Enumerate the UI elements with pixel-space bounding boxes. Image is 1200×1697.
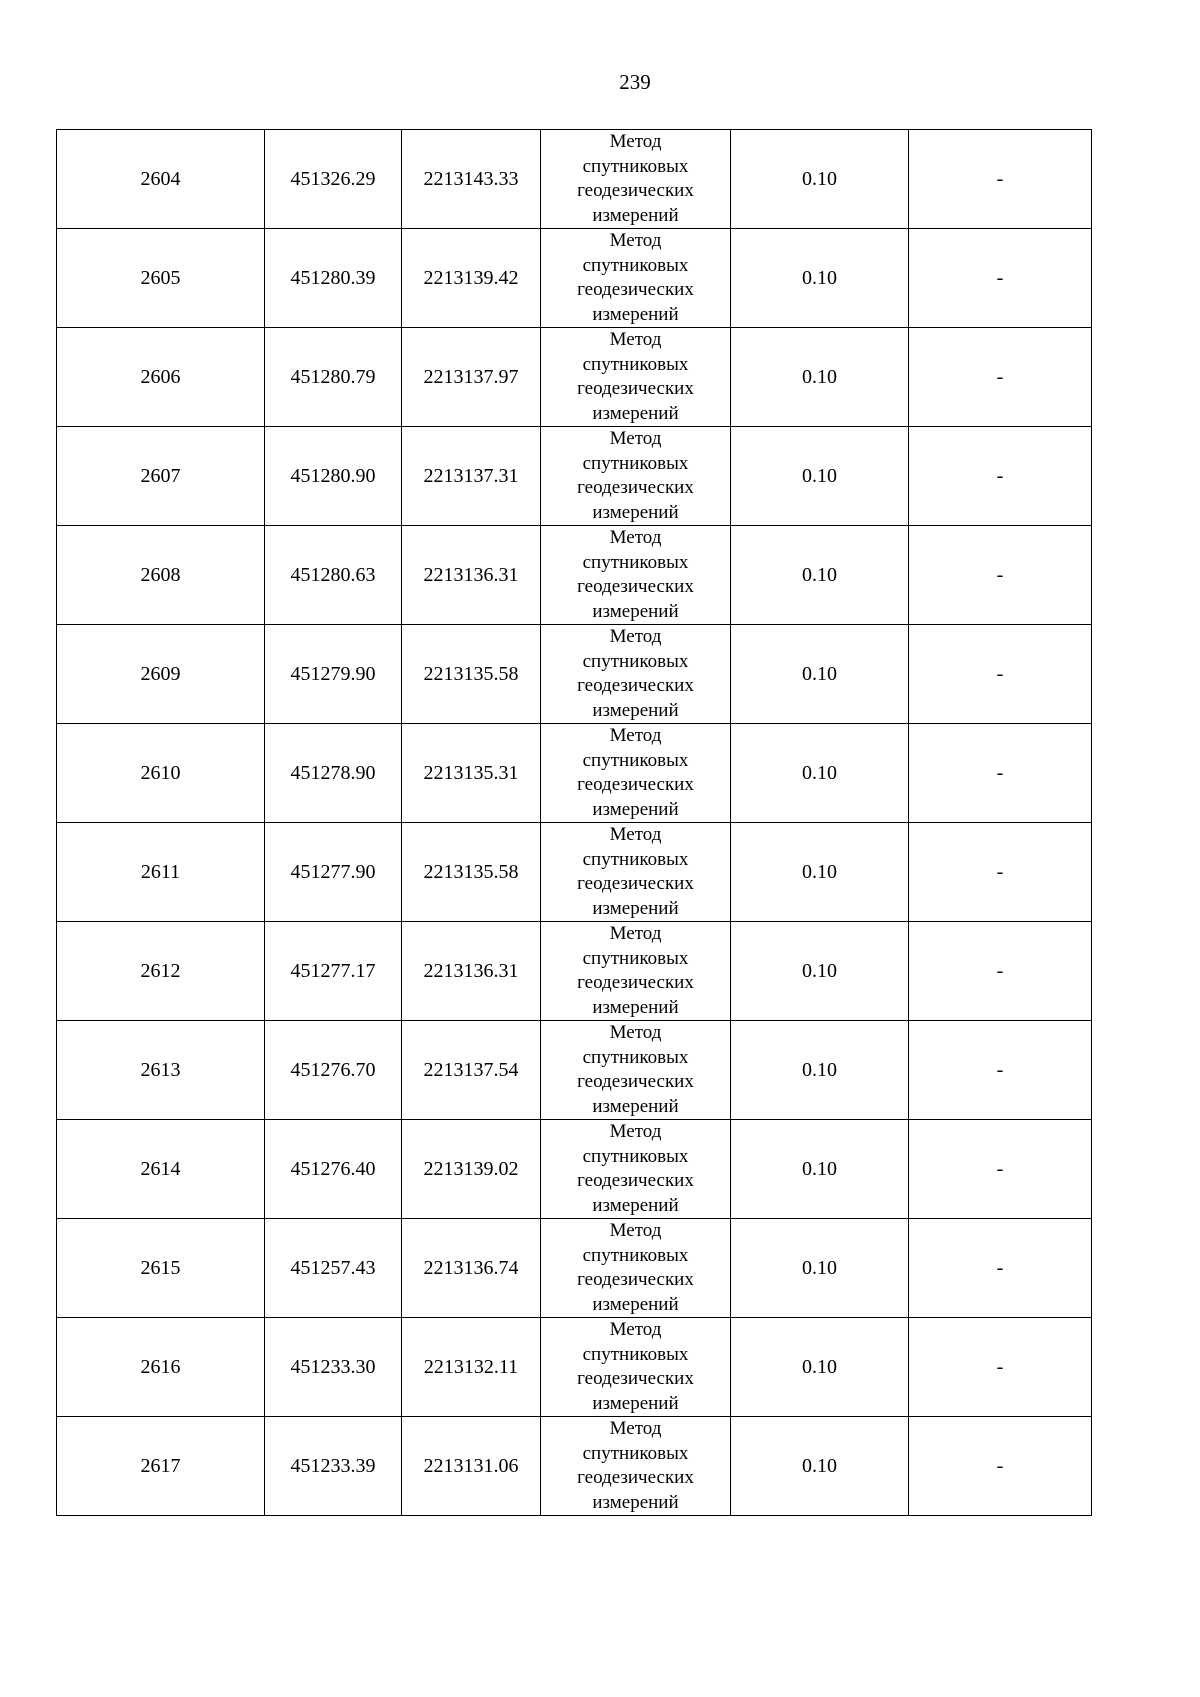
y-coordinate-cell: 2213135.31	[402, 724, 541, 823]
x-coordinate-cell: 451280.63	[265, 526, 402, 625]
accuracy-cell: 0.10	[731, 229, 909, 328]
method-line: Метод	[609, 230, 662, 251]
note-cell: -	[909, 724, 1092, 823]
y-coordinate-cell: 2213131.06	[402, 1417, 541, 1516]
table-row	[57, 1021, 1092, 1120]
method-line: спутниковых	[582, 947, 689, 969]
note-cell: -	[909, 823, 1092, 922]
table-row	[57, 823, 1092, 922]
method-line: Метод	[609, 923, 662, 944]
method-line: геодезических	[577, 972, 694, 993]
accuracy-cell: 0.10	[731, 823, 909, 922]
note-cell: -	[909, 1417, 1092, 1516]
method-cell	[541, 1318, 731, 1417]
x-coordinate-cell: 451278.90	[265, 724, 402, 823]
accuracy-cell: 0.10	[731, 526, 909, 625]
y-coordinate-cell: 2213135.58	[402, 625, 541, 724]
table-row	[57, 328, 1092, 427]
method-line: Метод	[609, 626, 662, 647]
accuracy-cell: 0.10	[731, 427, 909, 526]
y-coordinate-cell: 2213139.42	[402, 229, 541, 328]
method-line: Метод	[609, 824, 662, 845]
method-line: измерений	[592, 699, 679, 721]
table-row	[57, 724, 1092, 823]
table-row	[57, 427, 1092, 526]
method-line: Метод	[609, 131, 662, 152]
accuracy-cell: 0.10	[731, 625, 909, 724]
note-cell: -	[909, 427, 1092, 526]
method-cell	[541, 526, 731, 625]
point-number-cell: 2614	[57, 1120, 265, 1219]
method-line: Метод	[609, 428, 662, 449]
method-line: геодезических	[577, 873, 694, 894]
method-cell	[541, 427, 731, 526]
method-cell	[541, 1120, 731, 1219]
note-cell: -	[909, 922, 1092, 1021]
method-line: спутниковых	[582, 353, 689, 375]
y-coordinate-cell: 2213137.54	[402, 1021, 541, 1120]
table-row	[57, 526, 1092, 625]
x-coordinate-cell: 451233.30	[265, 1318, 402, 1417]
method-cell	[541, 625, 731, 724]
point-number-cell: 2608	[57, 526, 265, 625]
note-cell: -	[909, 130, 1092, 229]
y-coordinate-cell: 2213136.31	[402, 922, 541, 1021]
accuracy-cell: 0.10	[731, 1120, 909, 1219]
method-cell	[541, 130, 731, 229]
method-line: Метод	[609, 329, 662, 350]
method-line: измерений	[592, 303, 679, 325]
method-cell	[541, 724, 731, 823]
point-number-cell: 2604	[57, 130, 265, 229]
method-line: измерений	[592, 1491, 679, 1513]
method-cell	[541, 922, 731, 1021]
note-cell: -	[909, 328, 1092, 427]
point-number-cell: 2607	[57, 427, 265, 526]
y-coordinate-cell: 2213136.31	[402, 526, 541, 625]
table-row	[57, 1417, 1092, 1516]
point-number-cell: 2606	[57, 328, 265, 427]
method-line: спутниковых	[582, 749, 689, 771]
method-line: измерений	[592, 798, 679, 820]
accuracy-cell: 0.10	[731, 724, 909, 823]
x-coordinate-cell: 451279.90	[265, 625, 402, 724]
method-line: спутниковых	[582, 452, 689, 474]
method-line: спутниковых	[582, 551, 689, 573]
method-line: измерений	[592, 402, 679, 424]
method-line: спутниковых	[582, 254, 689, 276]
table-row	[57, 1318, 1092, 1417]
method-line: спутниковых	[582, 1244, 689, 1266]
method-line: геодезических	[577, 1467, 694, 1488]
method-line: геодезических	[577, 477, 694, 498]
y-coordinate-cell: 2213137.31	[402, 427, 541, 526]
method-line: геодезических	[577, 774, 694, 795]
method-cell	[541, 229, 731, 328]
x-coordinate-cell: 451276.40	[265, 1120, 402, 1219]
method-line: Метод	[609, 527, 662, 548]
note-cell: -	[909, 1021, 1092, 1120]
method-line: измерений	[592, 600, 679, 622]
table-row	[57, 130, 1092, 229]
method-line: геодезических	[577, 1368, 694, 1389]
x-coordinate-cell: 451280.79	[265, 328, 402, 427]
y-coordinate-cell: 2213143.33	[402, 130, 541, 229]
point-number-cell: 2613	[57, 1021, 265, 1120]
x-coordinate-cell: 451276.70	[265, 1021, 402, 1120]
x-coordinate-cell: 451233.39	[265, 1417, 402, 1516]
table-row	[57, 229, 1092, 328]
method-line: спутниковых	[582, 848, 689, 870]
method-cell	[541, 823, 731, 922]
point-number-cell: 2605	[57, 229, 265, 328]
method-line: Метод	[609, 1121, 662, 1142]
accuracy-cell: 0.10	[731, 1318, 909, 1417]
method-cell	[541, 1021, 731, 1120]
note-cell: -	[909, 229, 1092, 328]
y-coordinate-cell: 2213137.97	[402, 328, 541, 427]
method-line: спутниковых	[582, 155, 689, 177]
note-cell: -	[909, 1120, 1092, 1219]
method-line: геодезических	[577, 1170, 694, 1191]
table-row	[57, 1120, 1092, 1219]
accuracy-cell: 0.10	[731, 1021, 909, 1120]
note-cell: -	[909, 1318, 1092, 1417]
accuracy-cell: 0.10	[731, 922, 909, 1021]
point-number-cell: 2611	[57, 823, 265, 922]
table-row	[57, 922, 1092, 1021]
method-line: измерений	[592, 1293, 679, 1315]
method-line: спутниковых	[582, 1145, 689, 1167]
method-line: измерений	[592, 1392, 679, 1414]
method-line: геодезических	[577, 576, 694, 597]
method-line: измерений	[592, 501, 679, 523]
method-line: геодезических	[577, 378, 694, 399]
point-number-cell: 2617	[57, 1417, 265, 1516]
method-line: Метод	[609, 1418, 662, 1439]
y-coordinate-cell: 2213136.74	[402, 1219, 541, 1318]
method-line: геодезических	[577, 1071, 694, 1092]
note-cell: -	[909, 625, 1092, 724]
method-cell	[541, 328, 731, 427]
x-coordinate-cell: 451280.90	[265, 427, 402, 526]
method-line: Метод	[609, 1220, 662, 1241]
y-coordinate-cell: 2213132.11	[402, 1318, 541, 1417]
method-line: измерений	[592, 1194, 679, 1216]
method-cell	[541, 1219, 731, 1318]
x-coordinate-cell: 451326.29	[265, 130, 402, 229]
method-line: спутниковых	[582, 1046, 689, 1068]
method-line: геодезических	[577, 279, 694, 300]
method-line: геодезических	[577, 1269, 694, 1290]
x-coordinate-cell: 451257.43	[265, 1219, 402, 1318]
table-row	[57, 625, 1092, 724]
method-line: измерений	[592, 897, 679, 919]
coordinates-table	[56, 129, 1092, 1516]
x-coordinate-cell: 451277.17	[265, 922, 402, 1021]
accuracy-cell: 0.10	[731, 1417, 909, 1516]
method-cell	[541, 1417, 731, 1516]
method-line: спутниковых	[582, 650, 689, 672]
point-number-cell: 2610	[57, 724, 265, 823]
point-number-cell: 2615	[57, 1219, 265, 1318]
point-number-cell: 2609	[57, 625, 265, 724]
x-coordinate-cell: 451280.39	[265, 229, 402, 328]
page-number: 239	[619, 70, 651, 94]
method-line: Метод	[609, 1319, 662, 1340]
method-line: геодезических	[577, 675, 694, 696]
method-line: геодезических	[577, 180, 694, 201]
method-line: измерений	[592, 996, 679, 1018]
x-coordinate-cell: 451277.90	[265, 823, 402, 922]
note-cell: -	[909, 526, 1092, 625]
method-line: Метод	[609, 725, 662, 746]
method-line: измерений	[592, 204, 679, 226]
table-row	[57, 1219, 1092, 1318]
method-line: Метод	[609, 1022, 662, 1043]
point-number-cell: 2612	[57, 922, 265, 1021]
method-line: спутниковых	[582, 1343, 689, 1365]
accuracy-cell: 0.10	[731, 1219, 909, 1318]
accuracy-cell: 0.10	[731, 130, 909, 229]
y-coordinate-cell: 2213135.58	[402, 823, 541, 922]
coordinates-table-body	[57, 130, 1092, 1516]
method-line: измерений	[592, 1095, 679, 1117]
point-number-cell: 2616	[57, 1318, 265, 1417]
note-cell: -	[909, 1219, 1092, 1318]
method-line: спутниковых	[582, 1442, 689, 1464]
y-coordinate-cell: 2213139.02	[402, 1120, 541, 1219]
accuracy-cell: 0.10	[731, 328, 909, 427]
